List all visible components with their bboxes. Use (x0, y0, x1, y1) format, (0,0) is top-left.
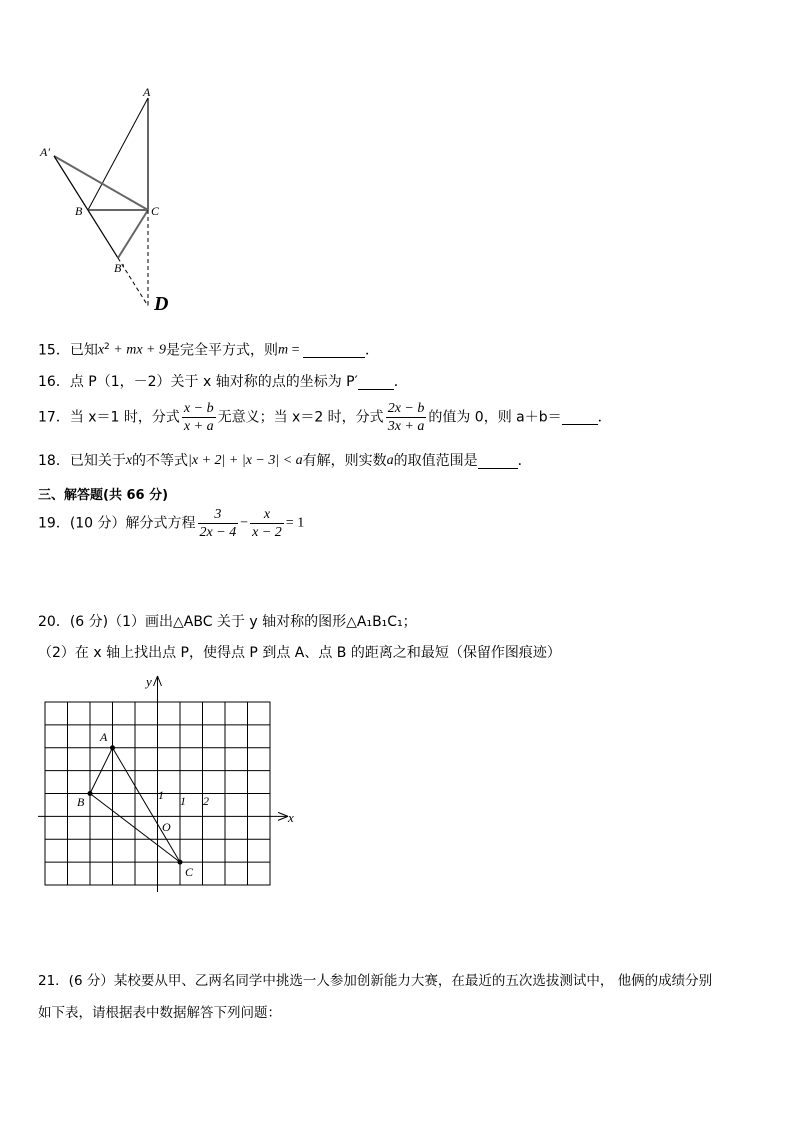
label-y-axis: y (146, 674, 152, 689)
point-C (178, 860, 183, 865)
answer-blank[interactable] (562, 410, 598, 425)
question-20-line-2: （2）在 x 轴上找出点 P，使得点 P 到点 A、点 B 的距离之和最短（保留作图痕迹） (38, 645, 561, 661)
question-21-line-2: 如下表，请根据表中数据解答下列问题： (38, 1005, 281, 1021)
label-D: D (154, 293, 169, 315)
q17-fraction-2: $\frac{2x - b}{3x + a}$ (387, 401, 425, 434)
coordinate-grid-figure (34, 672, 304, 894)
answer-blank[interactable] (478, 454, 518, 469)
question-16: 16．点 P（1，－2）关于 x 轴对称的点的坐标为 P′ ． (38, 374, 408, 390)
q15-expr-x: x (97, 342, 105, 358)
question-15: 15．已知$x^2$ + mx + 9是完全平方式，则m = ． (38, 342, 380, 359)
question-20-line-1: 20．(6 分)（1）画出△ABC 关于 y 轴对称的图形△A₁B₁C₁； (38, 614, 417, 630)
label-A: A (143, 85, 151, 99)
q18-inequality: |x + 2| + |x − 3| < a (188, 453, 303, 468)
question-18: 18．已知关于x的不等式|x + 2| + |x − 3| < a有解，则实数a的取值范围是 ． (38, 453, 532, 469)
label-C: C (151, 204, 160, 218)
triangle-reflection-figure (30, 80, 190, 320)
answer-blank[interactable] (303, 343, 365, 358)
label-x-two: 2 (203, 794, 209, 808)
label-A-prime: A′ (40, 145, 50, 159)
answer-blank[interactable] (358, 375, 394, 390)
q17-fraction-1: $\frac{x - b}{x + a}$ (183, 401, 214, 434)
question-17: 17．当 x＝1 时，分式 $\frac{x - b}{x + a}$ 无意义；当 x＝2 时，分式 $\frac{2x - b}{3x + a}$ 的值为 0，则 a＋b＝ ． (38, 401, 612, 434)
q19-fraction-1: $\frac{3}{2x - 4}$ (199, 507, 237, 540)
label-B-prime: B′ (114, 261, 124, 275)
question-21-line-1: 21．(6 分）某校要从甲、乙两名同学中挑选一人参加创新能力大赛，在最近的五次选拔测试中， 他俩的成绩分别 (38, 973, 713, 989)
label-point-A: A (100, 730, 108, 744)
q19-fraction-2: $\frac{x}{x - 2}$ (252, 507, 282, 540)
question-19: 19．(10 分）解分式方程 $\frac{3}{2x - 4}$ − $\frac{x}{x - 2}$ = 1 (38, 507, 305, 540)
label-point-B: B (77, 795, 85, 809)
label-y-one: 1 (158, 788, 164, 802)
point-A (110, 745, 115, 750)
section-heading: 三、解答题(共 66 分) (38, 488, 169, 503)
label-point-C: C (185, 865, 194, 879)
label-x-one: 1 (180, 794, 186, 808)
q15-expr: + mx + 9 (109, 342, 166, 358)
label-x-axis: x (288, 810, 294, 825)
point-B (88, 791, 93, 796)
label-B: B (75, 204, 83, 218)
label-origin: O (162, 820, 171, 834)
